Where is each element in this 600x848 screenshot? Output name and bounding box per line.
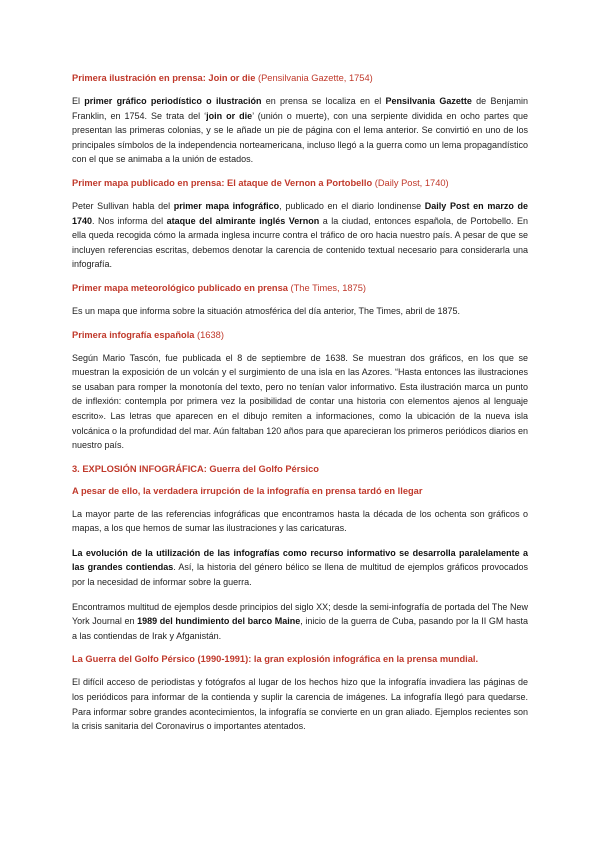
section-heading xyxy=(72,463,528,475)
paragraph xyxy=(72,600,528,644)
section-heading xyxy=(72,177,528,189)
paragraph-bold-text: La evolución de la utilización de las infografías como recurso informativo se desarrolla paralelamente a las grandes contiendas xyxy=(72,547,528,573)
paragraph-text: Según Mario Tascón, fue publicada el 8 de septiembre de 1638. Se muestran dos gráficos, en los que se muestran la exposición de un volcán y el surgimiento de una isla en las Azores. “Hasta entonces las ilustraciones se usaban para romper la monotonía del texto, pero no tenían valor informativo. Esta ilustración marca un punto de inflexión: contempla por primera vez la posibilidad de contar una historia con elementos ajenos al lenguaje escrito». Las letras que aparecen en el dibujo remiten a informaciones, como la ubicación de la nueva isla volcánica o la profundidad del mar. Aún faltaban 120 años para que aparecieran los primeros periódicos diarios en nuestro país. xyxy=(72,352,528,451)
heading-detail: (Daily Post, 1740) xyxy=(372,177,449,188)
heading-title: Primera ilustración en prensa: Join or die xyxy=(72,73,256,83)
paragraph-text: . Así, la historia del género bélico se llena de multitud de ejemplos gráficos provocados por la necesidad de informar sobre la guerra. xyxy=(72,562,528,588)
paragraph-text: El difícil acceso de periodistas y fotógrafos al lugar de los hechos hizo que la infografía invadiera las páginas de los periódicos para informar de la contienda y suplir la carencia de imágenes. La infografía llegó para quedarse. Para informar sobre grandes acontecimientos, la infografía se convierte en un gran aliado. Ejemplos recientes son la crisis sanitaria del Coronavirus o importantes atentados. xyxy=(72,677,528,732)
paragraph-text: Peter Sullivan habla del xyxy=(72,200,174,211)
paragraph-text: en prensa se localiza en el xyxy=(261,96,386,106)
section-heading xyxy=(72,282,528,294)
paragraph-text: El xyxy=(72,96,85,106)
paragraph xyxy=(72,304,528,319)
paragraph-bold-text: 1989 del hundimiento del barco Maine xyxy=(137,616,301,627)
paragraph-text: , inicio de la guerra de Cuba, pasando por la II GM hasta a las contiendas de Irak y Afganistán. xyxy=(72,616,528,641)
heading-detail: (The Times, 1875) xyxy=(287,282,366,293)
section-heading xyxy=(72,485,528,497)
heading-title: A pesar de ello, la verdadera irrupción de la infografía en prensa tardó en llegar xyxy=(72,485,423,496)
paragraph-bold-text: join or die xyxy=(206,110,253,121)
paragraph xyxy=(72,351,528,453)
section-heading xyxy=(72,329,528,341)
paragraph-bold-text: primer gráfico periodístico o ilustración xyxy=(84,96,262,106)
heading-title: Primer mapa meteorológico publicado en prensa xyxy=(72,282,288,293)
paragraph-bold-text: ataque del almirante inglés Vernon xyxy=(166,215,320,226)
paragraph-bold-text: Daily Post en marzo de 1740 xyxy=(72,200,529,226)
paragraph xyxy=(72,675,528,733)
paragraph-text: de Benjamin Franklin, en 1754. Se trata del ‘ xyxy=(72,96,528,121)
section-heading xyxy=(72,653,528,665)
paragraph-text: Es un mapa que informa sobre la situación atmosférica del día anterior, The Times, abril de 1875. xyxy=(72,305,461,316)
paragraph-bold-text: primer mapa infográfico xyxy=(173,200,280,211)
heading-title: La Guerra del Golfo Pérsico (1990-1991): la gran explosión infográfica en la prensa mundial. xyxy=(72,654,479,665)
paragraph-text: Encontramos multitud de ejemplos desde principios del siglo XX; desde la semi-infografía de portada del The New York Journal en xyxy=(72,601,528,627)
paragraph-bold-text: Pensilvania Gazette xyxy=(385,96,472,106)
section-heading xyxy=(72,72,528,84)
paragraph-text: ’ (unión o muerte), con una serpiente dividida en ocho partes que presentan las primeras colonias, y se le añade un pie de página con el lema anterior. Se convirtió en uno de los principales símbolos de la independencia norteamericana, incluso llegó a la guerra como un lema propagandístico con el que se animaba a la unión de estados. xyxy=(72,110,528,165)
document-content xyxy=(72,72,528,744)
heading-title: 3. EXPLOSIÓN INFOGRÁFICA: Guerra del Golfo Pérsico xyxy=(72,463,319,474)
paragraph-text: La mayor parte de las referencias infográficas que encontramos hasta la década de los ochenta son gráficos o mapas, a los que hemos de sumar las ilustraciones y las caricaturas. xyxy=(72,508,528,534)
paragraph xyxy=(72,546,528,590)
heading-title: Primera infografía española xyxy=(72,329,195,340)
heading-title: Primer mapa publicado en prensa: El ataque de Vernon a Portobello xyxy=(72,177,373,188)
paragraph-text: , publicado en el diario londinense xyxy=(279,200,425,211)
heading-detail: (Pensilvania Gazette, 1754) xyxy=(255,73,373,83)
paragraph xyxy=(72,94,528,167)
paragraph-text: a la ciudad, entonces española, de Portobello. En ella queda recogida cómo la armada inglesa incurre contra el tráfico de oro hacia nuestro país. A pesar de que se incluyen referencias escritas, debemos denotar la carencia de contenido textual necesario para considerarla una infografía. xyxy=(72,215,528,270)
paragraph xyxy=(72,199,528,272)
paragraph-text: . Nos informa del xyxy=(92,215,167,226)
heading-detail: (1638) xyxy=(194,329,224,340)
paragraph xyxy=(72,507,528,536)
